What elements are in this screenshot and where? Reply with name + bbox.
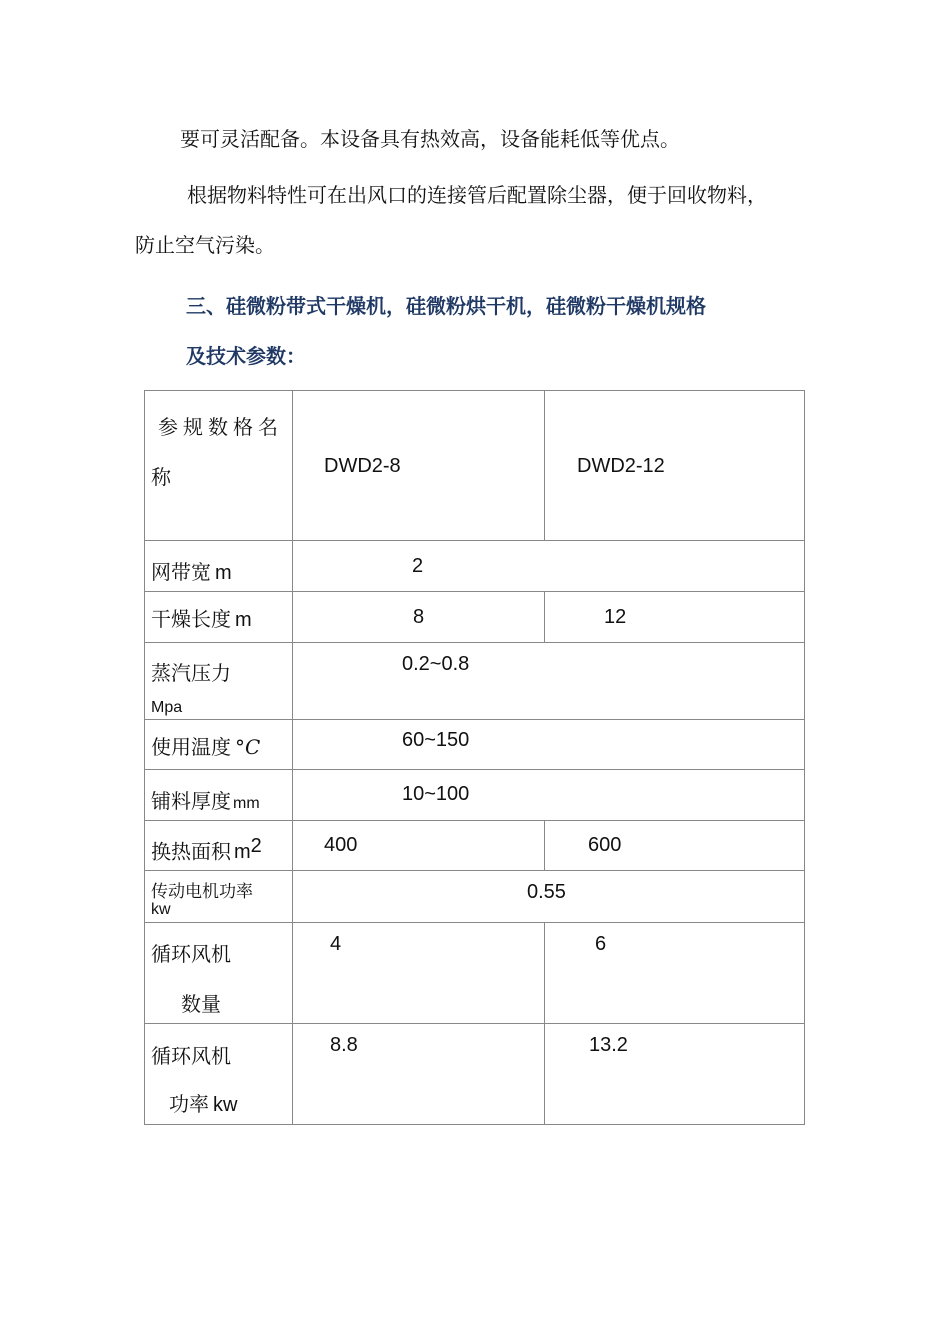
fan-count-value-2-cell <box>545 923 805 1024</box>
motor-power-value-cell <box>293 871 805 923</box>
header-label-cell <box>145 391 293 541</box>
fan-count-value-2: 6 <box>595 933 607 955</box>
motor-power-unit: kw <box>151 901 171 918</box>
paragraph-1: 要可灵活配备。本设备具有热效高，设备能耗低等优点。 <box>180 127 680 151</box>
heat-area-value-1-cell <box>293 821 545 871</box>
temperature-unit: °C <box>235 735 261 759</box>
table-row-temperature <box>145 720 805 770</box>
table-row-heat-area <box>145 821 805 871</box>
fan-count-label-line-2: 数量 <box>181 992 221 1016</box>
header-model-2: DWD2-12 <box>577 455 665 477</box>
heat-area-unit-sup: 2 <box>250 835 262 857</box>
fan-power-value-2: 13.2 <box>589 1034 628 1056</box>
belt-width-label-cell <box>145 541 293 592</box>
header-model-2-cell <box>545 391 805 541</box>
fan-power-label-line-1: 循环风机 <box>151 1044 231 1068</box>
fan-power-label-text: 功率 <box>169 1092 209 1116</box>
fan-power-label-cell <box>145 1024 293 1125</box>
fan-power-value-2-cell <box>545 1024 805 1125</box>
dry-length-label-cell <box>145 592 293 643</box>
table-row-motor-power <box>145 871 805 923</box>
heat-area-label <box>151 835 262 864</box>
belt-width-unit: m <box>215 562 232 584</box>
section-heading-line-1: 三、硅微粉带式干燥机，硅微粉烘干机，硅微粉干燥机规格 <box>186 294 706 318</box>
belt-width-value-cell <box>293 541 805 592</box>
belt-width-label <box>151 556 232 585</box>
paragraph-2-line-1: 根据物料特性可在出风口的连接管后配置除尘器，便于回收物料， <box>187 183 767 207</box>
dry-length-value-1-cell <box>293 592 545 643</box>
steam-pressure-value: 0.2~0.8 <box>402 653 470 675</box>
heat-area-value-1: 400 <box>324 834 358 856</box>
fan-count-value-1: 4 <box>330 933 342 955</box>
table-row-thickness <box>145 770 805 821</box>
table-row-dry-length <box>145 592 805 643</box>
header-model-1: DWD2-8 <box>324 455 401 477</box>
motor-power-label: 传动电机功率 <box>151 882 253 902</box>
belt-width-value: 2 <box>412 555 424 577</box>
fan-count-label-cell <box>145 923 293 1024</box>
temperature-value-cell <box>293 720 805 770</box>
fan-power-label-line-2 <box>169 1088 237 1117</box>
header-label-line-2: 称 <box>151 465 171 489</box>
motor-power-label-cell <box>145 871 293 923</box>
steam-pressure-label-cell <box>145 643 293 720</box>
temperature-label <box>151 731 260 760</box>
thickness-label-cell <box>145 770 293 821</box>
section-heading-line-2: 及技术参数： <box>186 344 306 368</box>
paragraph-2-line-2: 防止空气污染。 <box>135 233 275 257</box>
fan-count-label-line-1: 循环风机 <box>151 942 231 966</box>
temperature-value: 60~150 <box>402 729 470 751</box>
motor-power-value: 0.55 <box>527 881 566 903</box>
heat-area-unit: m <box>234 841 251 864</box>
table-row-steam-pressure <box>145 643 805 720</box>
header-label-line-1: 参规数格名 <box>158 415 283 439</box>
thickness-label-text: 铺料厚度 <box>151 789 231 813</box>
belt-width-label-text: 网带宽 <box>151 560 211 584</box>
fan-power-value-1-cell <box>293 1024 545 1125</box>
steam-pressure-unit: Mpa <box>151 699 183 716</box>
dry-length-label <box>151 603 252 632</box>
temperature-label-text: 使用温度 <box>151 735 231 759</box>
header-model-1-cell <box>293 391 545 541</box>
spec-table <box>144 390 805 1125</box>
heat-area-value-2-cell <box>545 821 805 871</box>
table-header-row <box>145 391 805 541</box>
table-row-belt-width <box>145 541 805 592</box>
dry-length-label-text: 干燥长度 <box>151 607 231 631</box>
table-row-fan-count <box>145 923 805 1024</box>
thickness-unit: mm <box>233 795 260 812</box>
table-row-fan-power <box>145 1024 805 1125</box>
thickness-label <box>151 785 260 814</box>
steam-pressure-label: 蒸汽压力 <box>151 661 231 685</box>
fan-power-unit: kw <box>213 1094 238 1116</box>
temperature-label-cell <box>145 720 293 770</box>
heat-area-label-text: 换热面积 <box>151 839 231 864</box>
heat-area-value-2: 600 <box>588 834 622 856</box>
steam-pressure-value-cell <box>293 643 805 720</box>
fan-power-value-1: 8.8 <box>330 1034 358 1056</box>
dry-length-value-1: 8 <box>413 606 425 628</box>
dry-length-value-2-cell <box>545 592 805 643</box>
fan-count-value-1-cell <box>293 923 545 1024</box>
thickness-value-cell <box>293 770 805 821</box>
heat-area-label-cell <box>145 821 293 871</box>
thickness-value: 10~100 <box>402 783 470 805</box>
dry-length-unit: m <box>235 609 252 631</box>
dry-length-value-2: 12 <box>604 606 627 628</box>
